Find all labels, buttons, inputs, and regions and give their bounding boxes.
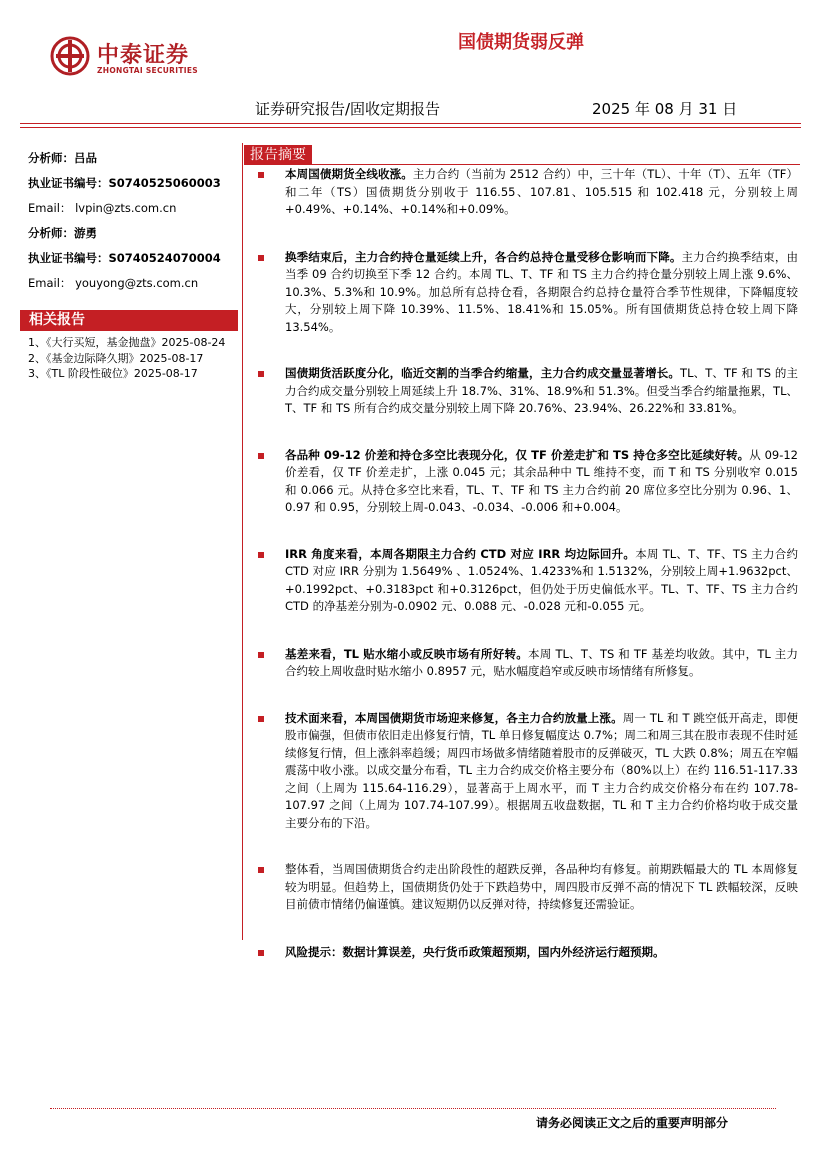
- analyst-cert-line: 执业证书编号：S0740525060003: [28, 176, 221, 190]
- zhongtai-logo-icon: [50, 36, 90, 76]
- report-title: 国债期货弱反弹: [458, 32, 584, 53]
- related-report-item[interactable]: 1、《大行买短，基金抛盘》2025-08-24: [28, 336, 226, 349]
- analyst-name: 游勇: [74, 226, 97, 240]
- analyst-email[interactable]: youyong@zts.com.cn: [75, 276, 199, 290]
- company-logo: [50, 36, 225, 80]
- summary-bullet: IRR 角度来看，本周各期限主力合约 CTD 对应 IRR 均边际回升。本周 TL、T、TF、TS 主力合约 CTD 对应 IRR 分别为 1.5649% 、1.0524%、1.4233%和 1.5132%，分别较上周+1.9632pct、+0.1992pct、+0.3183pct 和+0.3126pct，但仍处于历史偏低水平。TL、T、TF、TS 主力合约 CTD 的净基差分别为-0.0902 元、0.088 元、-0.028 元和-0.055 元。: [258, 546, 798, 616]
- header-divider: [20, 123, 801, 124]
- analyst-name-line: 分析师：吕品: [28, 151, 97, 165]
- related-report-item[interactable]: 2、《基金边际降久期》2025-08-17: [28, 351, 204, 365]
- analyst-cert-line: 执业证书编号：S0740524070004: [28, 251, 221, 265]
- related-report-item[interactable]: 3、《TL 阶段性破位》2025-08-17: [28, 367, 198, 380]
- header-divider-secondary: [20, 127, 801, 128]
- risk-warning: 风险提示：数据计算误差，央行货币政策超预期，国内外经济运行超预期。: [258, 944, 798, 962]
- report-date: 2025 年 08 月 31 日: [592, 100, 738, 118]
- summary-bullet: 本周国债期货全线收涨。主力合约（当前为 2512 合约）中，三十年（TL）、十年（T）、五年（TF）和二年（TS）国债期货分别收于 116.55、107.81、105.515 和 102.418 元，分别较上周+0.49%、+0.14%、+0.14%和+0.09%。: [258, 166, 798, 219]
- summary-heading: 报告摘要: [244, 145, 312, 165]
- analyst-info: [28, 150, 240, 300]
- analyst-email-line: Email： youyong@zts.com.cn: [28, 276, 199, 290]
- report-type: 证券研究报告/固收定期报告: [255, 100, 441, 118]
- brand-name-cn: 中泰证券: [97, 43, 190, 68]
- analyst-name-line: 分析师：游勇: [28, 226, 97, 240]
- summary-bullet: 技术面来看，本周国债期货市场迎来修复，各主力合约放量上涨。周一 TL 和 T 跳空低开高走，即便股市偏强，但债市依旧走出修复行情，TL 单日修复幅度达 0.7%；周二和周三其在股市表现不佳时延续修复行情，但上涨斜率趋缓；周四市场做多情绪随着股市的反弹破灭，TL 大跌 0.8%；周五在窄幅震荡中收小涨。以成交量分布看，TL 主力合约成交价格主要分布（80%以上）在约 116.51-117.33 之间（上周为 115.64-116.29），显著高于上周水平，而 T 主力合约成交价格分布在约 107.78-107.97 之间（上周为 107.74-107.99）。根据周五收盘数据，TL 和 T 主力合约价格均收于成交量主要分布的下沿。: [258, 710, 798, 833]
- analyst-name: 吕品: [74, 151, 97, 165]
- summary-bullet: 各品种 09-12 价差和持仓多空比表现分化，仅 TF 价差走扩和 TS 持仓多空比延续好转。从 09-12 价差看，仅 TF 价差走扩，上涨 0.045 元；其余品种中 TL 维持不变，而 T 和 TS 分别收窄 0.015 和 0.066 元。从持仓多空比来看，TL、T、TF 和 TS 主力合约前 20 席位多空比分别为 0.96、1、0.97 和 0.95，分别较上周-0.043、-0.034、-0.006 和+0.004。: [258, 447, 798, 517]
- related-reports-list: [28, 335, 243, 382]
- footer-divider: [50, 1108, 776, 1109]
- analyst-cert: S0740525060003: [108, 176, 221, 190]
- brand-name-en: ZHONGTAI SECURITIES: [97, 66, 198, 75]
- summary-heading-bar: [244, 144, 800, 165]
- summary-bullets: [258, 166, 798, 961]
- related-reports-heading: 相关报告: [20, 310, 238, 331]
- analyst-email[interactable]: lvpin@zts.com.cn: [75, 201, 177, 215]
- analyst-email-line: Email： lvpin@zts.com.cn: [28, 201, 177, 215]
- footer-disclaimer: 请务必阅读正文之后的重要声明部分: [536, 1116, 729, 1130]
- summary-bullet: 国债期货活跃度分化，临近交割的当季合约缩量，主力合约成交量显著增长。TL、T、TF 和 TS 的主力合约成交量分别较上周延续上升 18.7%、31%、18.9%和 51.3%。但受当季合约缩量拖累，TL、T、TF 和 TS 所有合约成交量分别较上周下降 20.76%、23.94%、26.22%和 33.81%。: [258, 365, 798, 418]
- summary-bullet: 整体看，当周国债期货合约走出阶段性的超跌反弹，各品种均有修复。前期跌幅最大的 TL 本周修复较为明显。但趋势上，国债期货仍处于下跌趋势中，周四股市反弹不高的情况下 TL 跌幅较深，反映目前债市情绪仍偏谨慎。建议短期仍以反弹对待，持续修复还需验证。: [258, 861, 798, 914]
- summary-bullet: 换季结束后，主力合约持仓量延续上升，各合约总持仓量受移仓影响而下降。主力合约换季结束，由当季 09 合约切换至下季 12 合约。本周 TL、T、TF 和 TS 主力合约持仓量分别较上周上涨 9.6%、10.3%、5.3%和 10.9%。加总所有总持仓看，各期限合约总持仓量符合季节性规律，下降幅度较大，分别较上周下降 10.39%、11.5%、18.41%和 15.05%。所有国债期货总持仓较上周下降 13.54%。: [258, 249, 798, 337]
- analyst-cert: S0740524070004: [108, 251, 221, 265]
- column-divider: [242, 143, 243, 940]
- summary-bullet: 基差来看，TL 贴水缩小或反映市场有所好转。本周 TL、T、TS 和 TF 基差均收敛。其中，TL 主力合约较上周收盘时贴水缩小 0.8957 元，贴水幅度趋窄或反映市场情绪有所修复。: [258, 646, 798, 681]
